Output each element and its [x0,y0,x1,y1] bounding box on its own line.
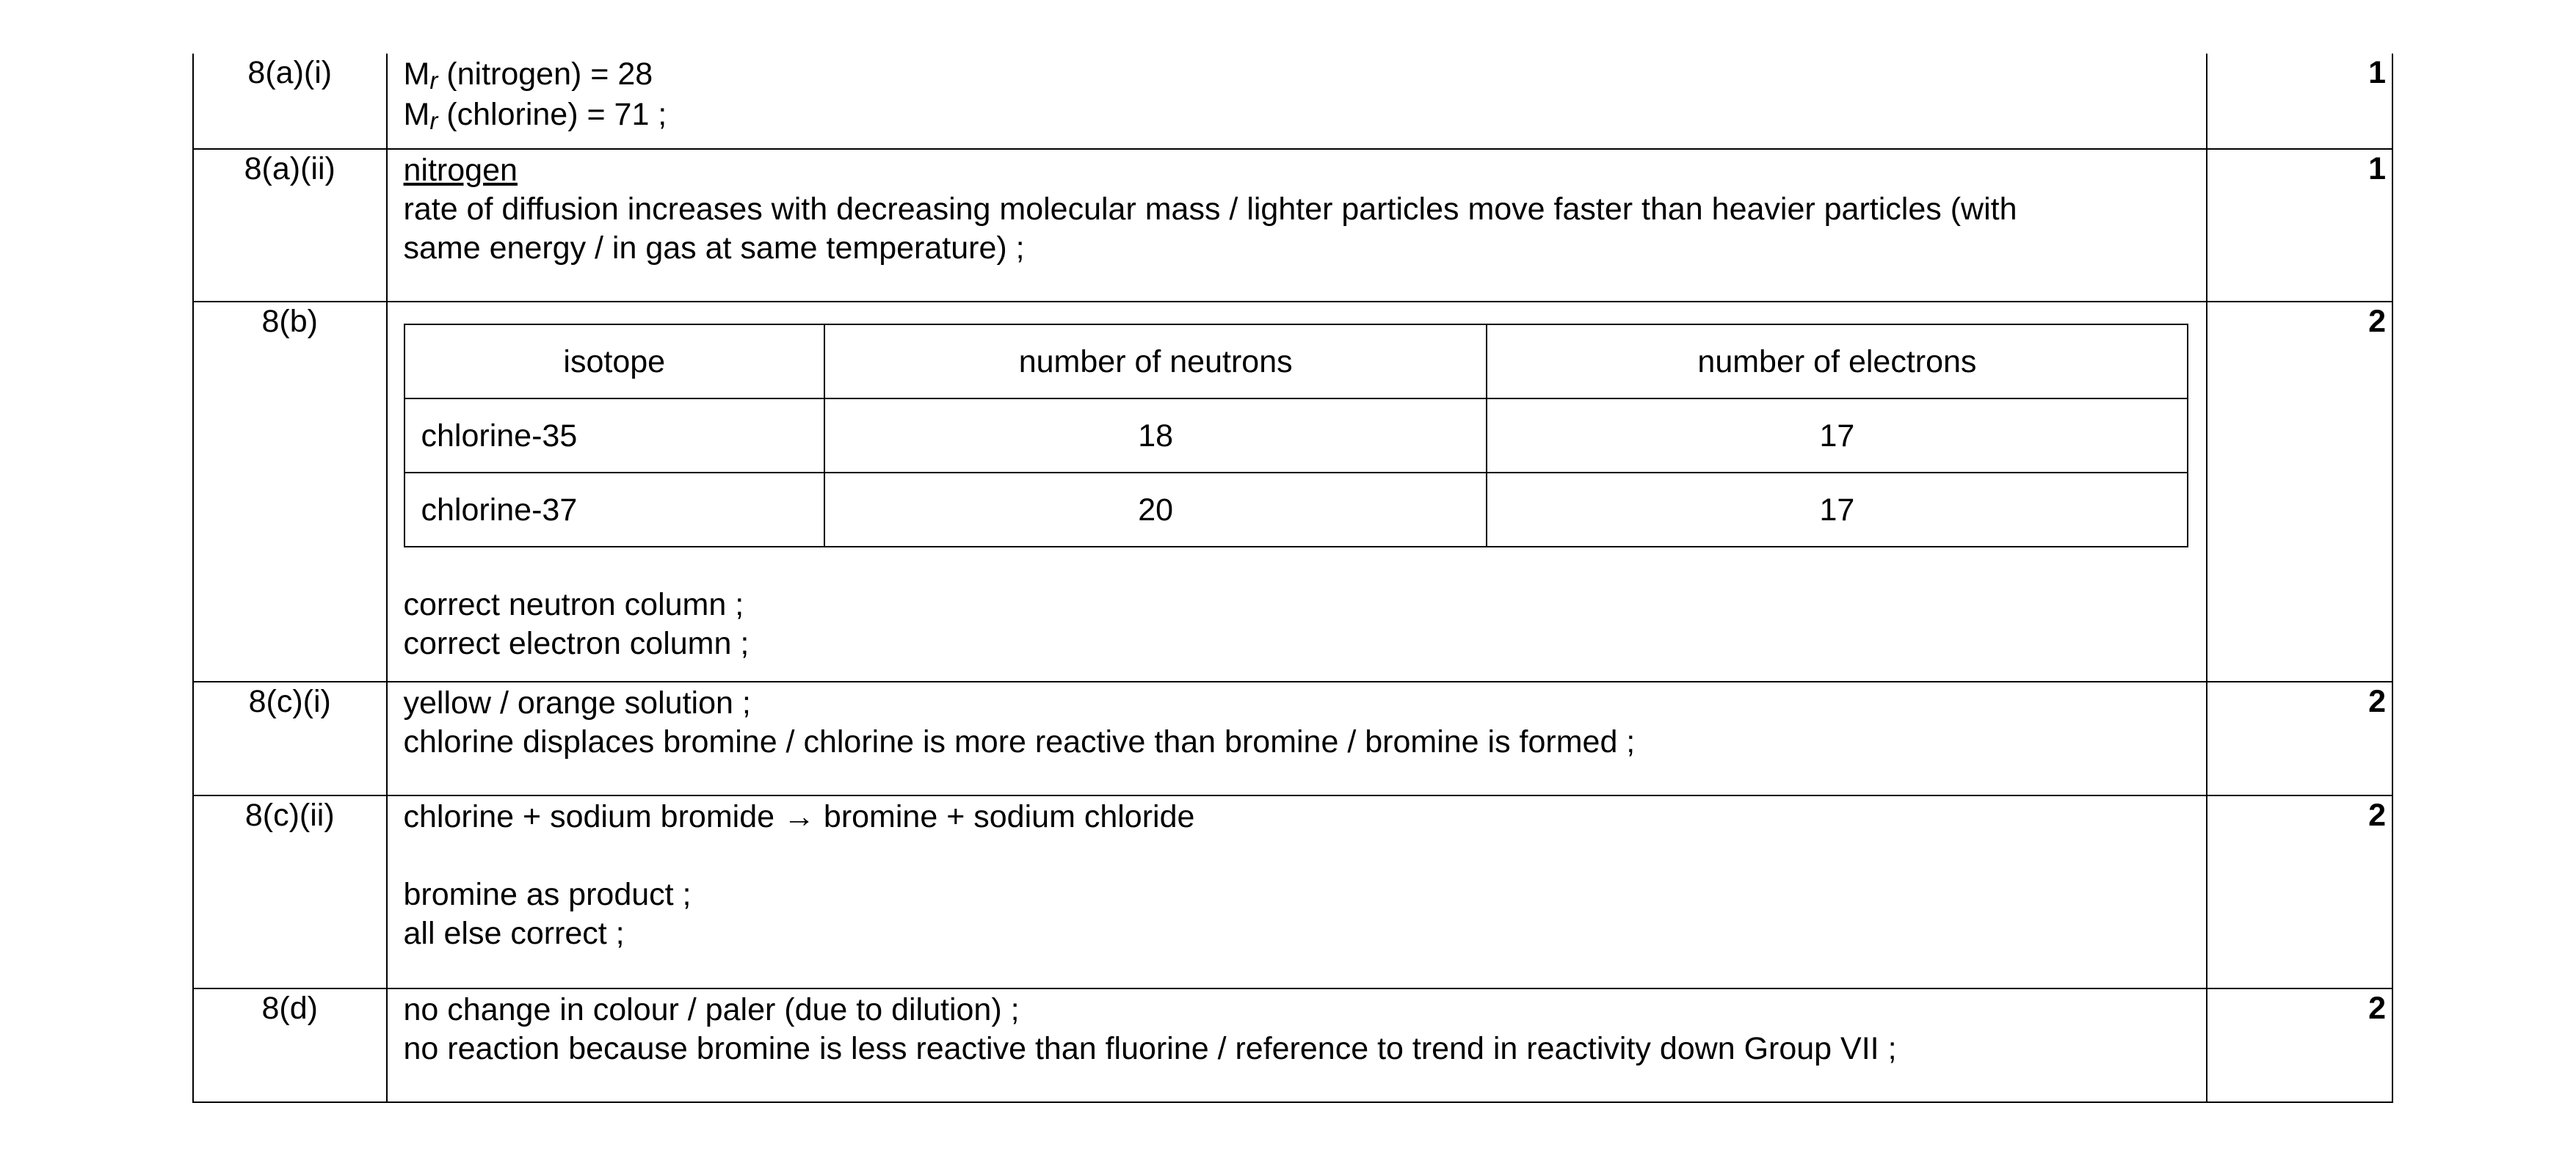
answer-line: correct neutron column ; [403,587,744,622]
question-number: 8(c)(ii) [193,795,387,988]
mr-subscript: r [429,67,438,94]
question-number: 8(d) [193,988,387,1102]
answer-cell [387,149,2207,302]
answer-line: rate of diffusion increases with decreasing molecular mass / lighter particles move faster than heavier particles (with [403,192,2017,227]
question-number: 8(c)(i) [193,682,387,795]
question-number: 8(a)(ii) [193,149,387,302]
answer-line: no reaction because bromine is less reactive than fluorine / reference to trend in reactivity down Group VII ; [403,1031,1897,1066]
table-row [193,54,2392,149]
column-header: number of electrons [1487,324,2187,398]
mark-scheme-table [192,54,2393,1103]
answer-cell [387,302,2207,682]
neutrons-cell: 20 [824,473,1487,547]
isotope-cell: chlorine-37 [404,473,825,547]
answer-line: Mr (nitrogen) = 28 [403,57,653,94]
marks: 2 [2207,988,2392,1102]
marks: 2 [2207,795,2392,988]
marks: 1 [2207,54,2392,149]
word-equation: chlorine + sodium bromide → bromine + sodium chloride [403,799,1195,834]
table-row [193,795,2392,988]
column-header: isotope [404,324,825,398]
answer-line: all else correct ; [403,916,625,951]
answer-line: correct electron column ; [403,626,750,661]
question-number: 8(a)(i) [193,54,387,149]
table-row [193,682,2392,795]
answer-line: same energy / in gas at same temperature) ; [403,230,1025,266]
column-header: number of neutrons [824,324,1487,398]
electrons-cell: 17 [1487,398,2187,473]
answer-cell [387,682,2207,795]
marks: 2 [2207,682,2392,795]
isotope-table [404,324,2188,547]
answer-keyword: nitrogen [403,153,518,188]
marks: 1 [2207,149,2392,302]
neutrons-cell: 18 [824,398,1487,473]
answer-line: chlorine displaces bromine / chlorine is more reactive than bromine / bromine is formed ; [403,724,1636,760]
answer-line: yellow / orange solution ; [403,685,751,721]
table-row [193,302,2392,682]
answer-line: bromine as product ; [403,877,692,912]
answer-line: no change in colour / paler (due to dilution) ; [403,992,1020,1027]
table-row [193,988,2392,1102]
answer-line: Mr (chlorine) = 71 ; [403,97,667,134]
isotope-row [404,473,2188,547]
mr-symbol: M [403,97,430,132]
isotope-row [404,398,2188,473]
mr-symbol: M [403,57,430,92]
table-row [193,149,2392,302]
electrons-cell: 17 [1487,473,2187,547]
answer-cell [387,795,2207,988]
isotope-header-row [404,324,2188,398]
answer-cell [387,988,2207,1102]
question-number: 8(b) [193,302,387,682]
isotope-cell: chlorine-35 [404,398,825,473]
marks: 2 [2207,302,2392,682]
mr-subscript: r [429,107,438,134]
answer-cell [387,54,2207,149]
